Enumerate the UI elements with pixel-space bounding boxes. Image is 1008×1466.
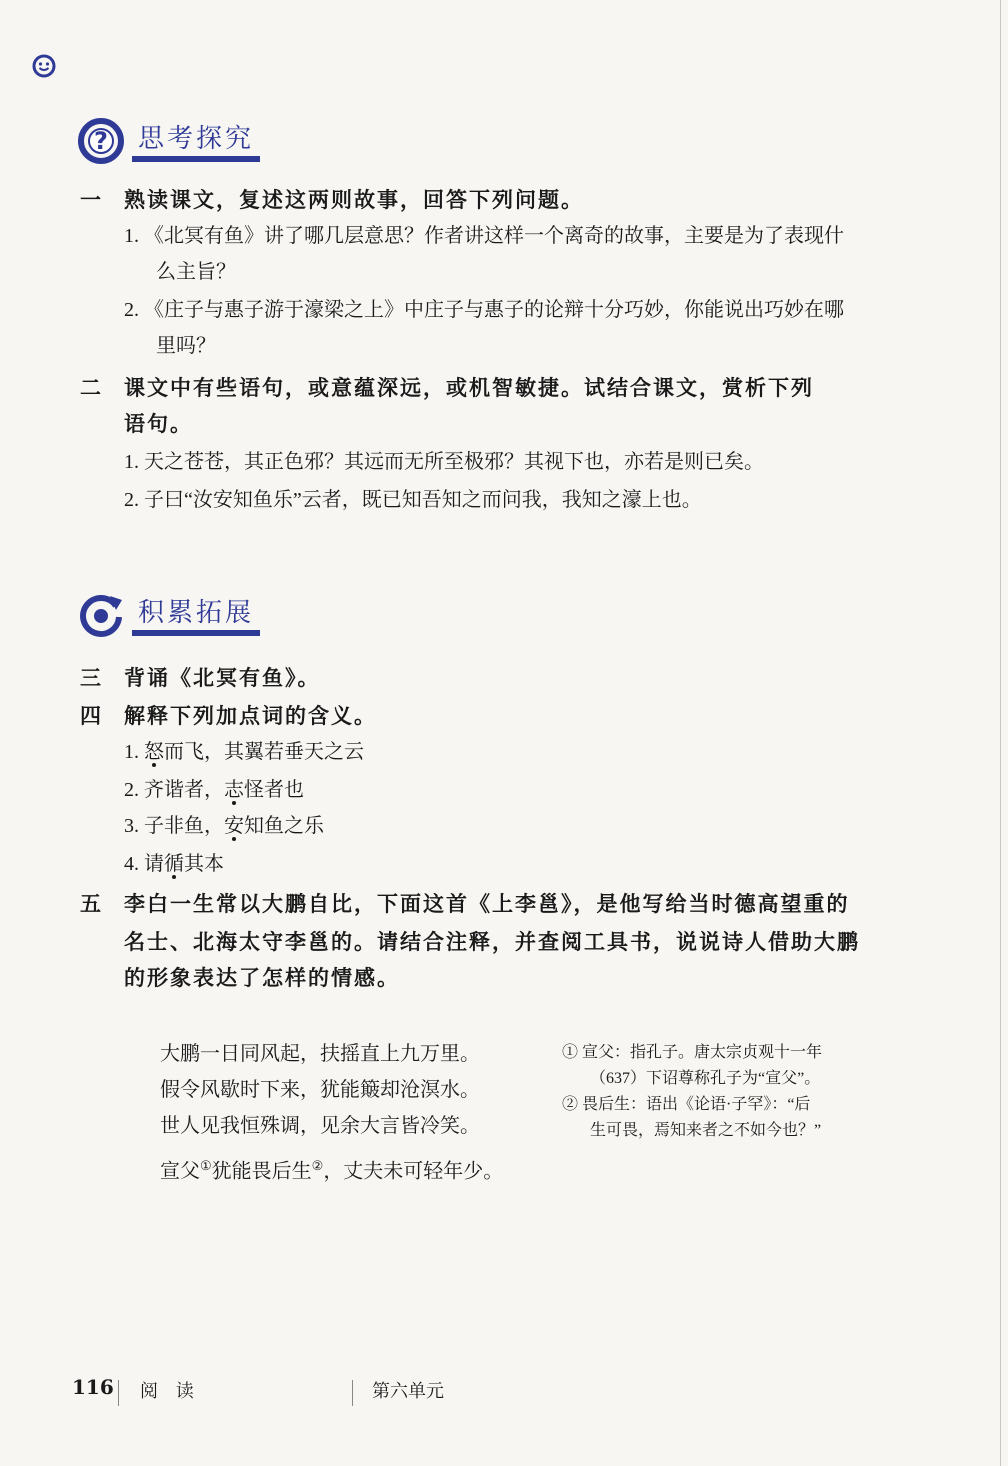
poem-line-2: 假令风歇时下来，犹能簸却沧溟水。	[160, 1079, 480, 1101]
sub-question-4-4: 4. 请循其本	[124, 853, 224, 875]
section-header-accumulate	[76, 590, 376, 646]
footer-unit-label: 第六单元	[372, 1381, 444, 1402]
dotted-word: 怒	[144, 741, 164, 763]
footnote-2-cont: 生可畏，焉知来者之不如今也？”	[590, 1122, 822, 1139]
dotted-word: 循	[164, 853, 184, 875]
footer-section-label: 阅 读	[140, 1381, 200, 1402]
sub-question-1-1: 1. 《北冥有鱼》讲了哪几层意思？作者讲这样一个离奇的故事，主要是为了表现什	[124, 225, 844, 247]
title-underline	[132, 156, 260, 162]
sub-question-4-3: 3. 子非鱼，安知鱼之乐	[124, 815, 324, 837]
dotted-word: 志	[224, 779, 244, 801]
poem-line-3: 世人见我恒殊调，见余大言皆冷笑。	[160, 1115, 480, 1137]
question-2	[80, 370, 814, 406]
question-number: 五	[80, 891, 103, 916]
poem-line-4: 宣父①犹能畏后生②，丈夫未可轻年少。	[160, 1158, 504, 1183]
dotted-word: 安	[224, 815, 244, 837]
question-number: 三	[80, 665, 103, 690]
sub-question-2-2: 2. 子曰“汝安知鱼乐”云者，既已知吾知之而问我，我知之濠上也。	[124, 489, 702, 511]
question-3	[80, 660, 321, 696]
section-title: 思考探究	[138, 124, 255, 154]
sub-question-1-2-cont: 里吗？	[156, 335, 216, 357]
footnote-1: ① 宣父：指孔子。唐太宗贞观十一年	[562, 1044, 823, 1061]
poem-line-1: 大鹏一日同风起，扶摇直上九万里。	[160, 1043, 480, 1065]
footnote-2: ② 畏后生：语出《论语·子罕》：“后	[562, 1096, 811, 1113]
question-1	[80, 182, 584, 218]
question-text: 熟读课文，复述这两则故事，回答下列问题。	[124, 187, 584, 212]
question-text: 李白一生常以大鹏自比，下面这首《上李邕》，是他写给当时德高望重的	[124, 891, 850, 916]
section-title: 积累拓展	[138, 598, 255, 628]
footnote-ref-2: ②	[311, 1158, 324, 1173]
question-text: 解释下列加点词的含义。	[124, 703, 377, 728]
question-4	[80, 698, 377, 734]
question-text: 课文中有些语句，或意蕴深远，或机智敏捷。试结合课文，赏析下列	[124, 375, 814, 400]
question-2-cont: 语句。	[124, 411, 193, 436]
sub-question-1-2: 2. 《庄子与惠子游于濠梁之上》中庄子与惠子的论辩十分巧妙，你能说出巧妙在哪	[124, 299, 844, 321]
question-5-cont-2: 的形象表达了怎样的情感。	[124, 965, 400, 990]
question-number: 二	[80, 375, 103, 400]
refresh-arrow-icon	[76, 590, 126, 640]
question-5	[80, 886, 850, 922]
footer-divider	[352, 1380, 353, 1406]
footer-divider	[118, 1380, 119, 1406]
sub-question-4-2: 2. 齐谐者，志怪者也	[124, 779, 304, 801]
section-header-thinking	[76, 116, 376, 172]
question-number: 四	[80, 703, 103, 728]
question-mark-icon	[76, 116, 126, 166]
svg-text:?: ?	[94, 127, 108, 155]
question-number: 一	[80, 187, 103, 212]
page-edge	[1000, 0, 1001, 1466]
smiley-icon	[32, 54, 56, 78]
footnote-ref-1: ①	[200, 1158, 212, 1173]
question-5-cont-1: 名士、北海太守李邕的。请结合注释，并查阅工具书，说说诗人借助大鹏	[124, 929, 860, 954]
sub-question-4-1: 1. 怒而飞，其翼若垂天之云	[124, 741, 364, 763]
question-text: 背诵《北冥有鱼》。	[124, 665, 321, 690]
sub-question-2-1: 1. 天之苍苍，其正色邪？其远而无所至极邪？其视下也，亦若是则已矣。	[124, 451, 764, 473]
title-underline	[132, 630, 260, 636]
sub-question-1-1-cont: 么主旨？	[156, 261, 236, 283]
footnote-1-cont: （637）下诏尊称孔子为“宣父”。	[590, 1070, 821, 1087]
page-number: 116	[72, 1375, 114, 1399]
